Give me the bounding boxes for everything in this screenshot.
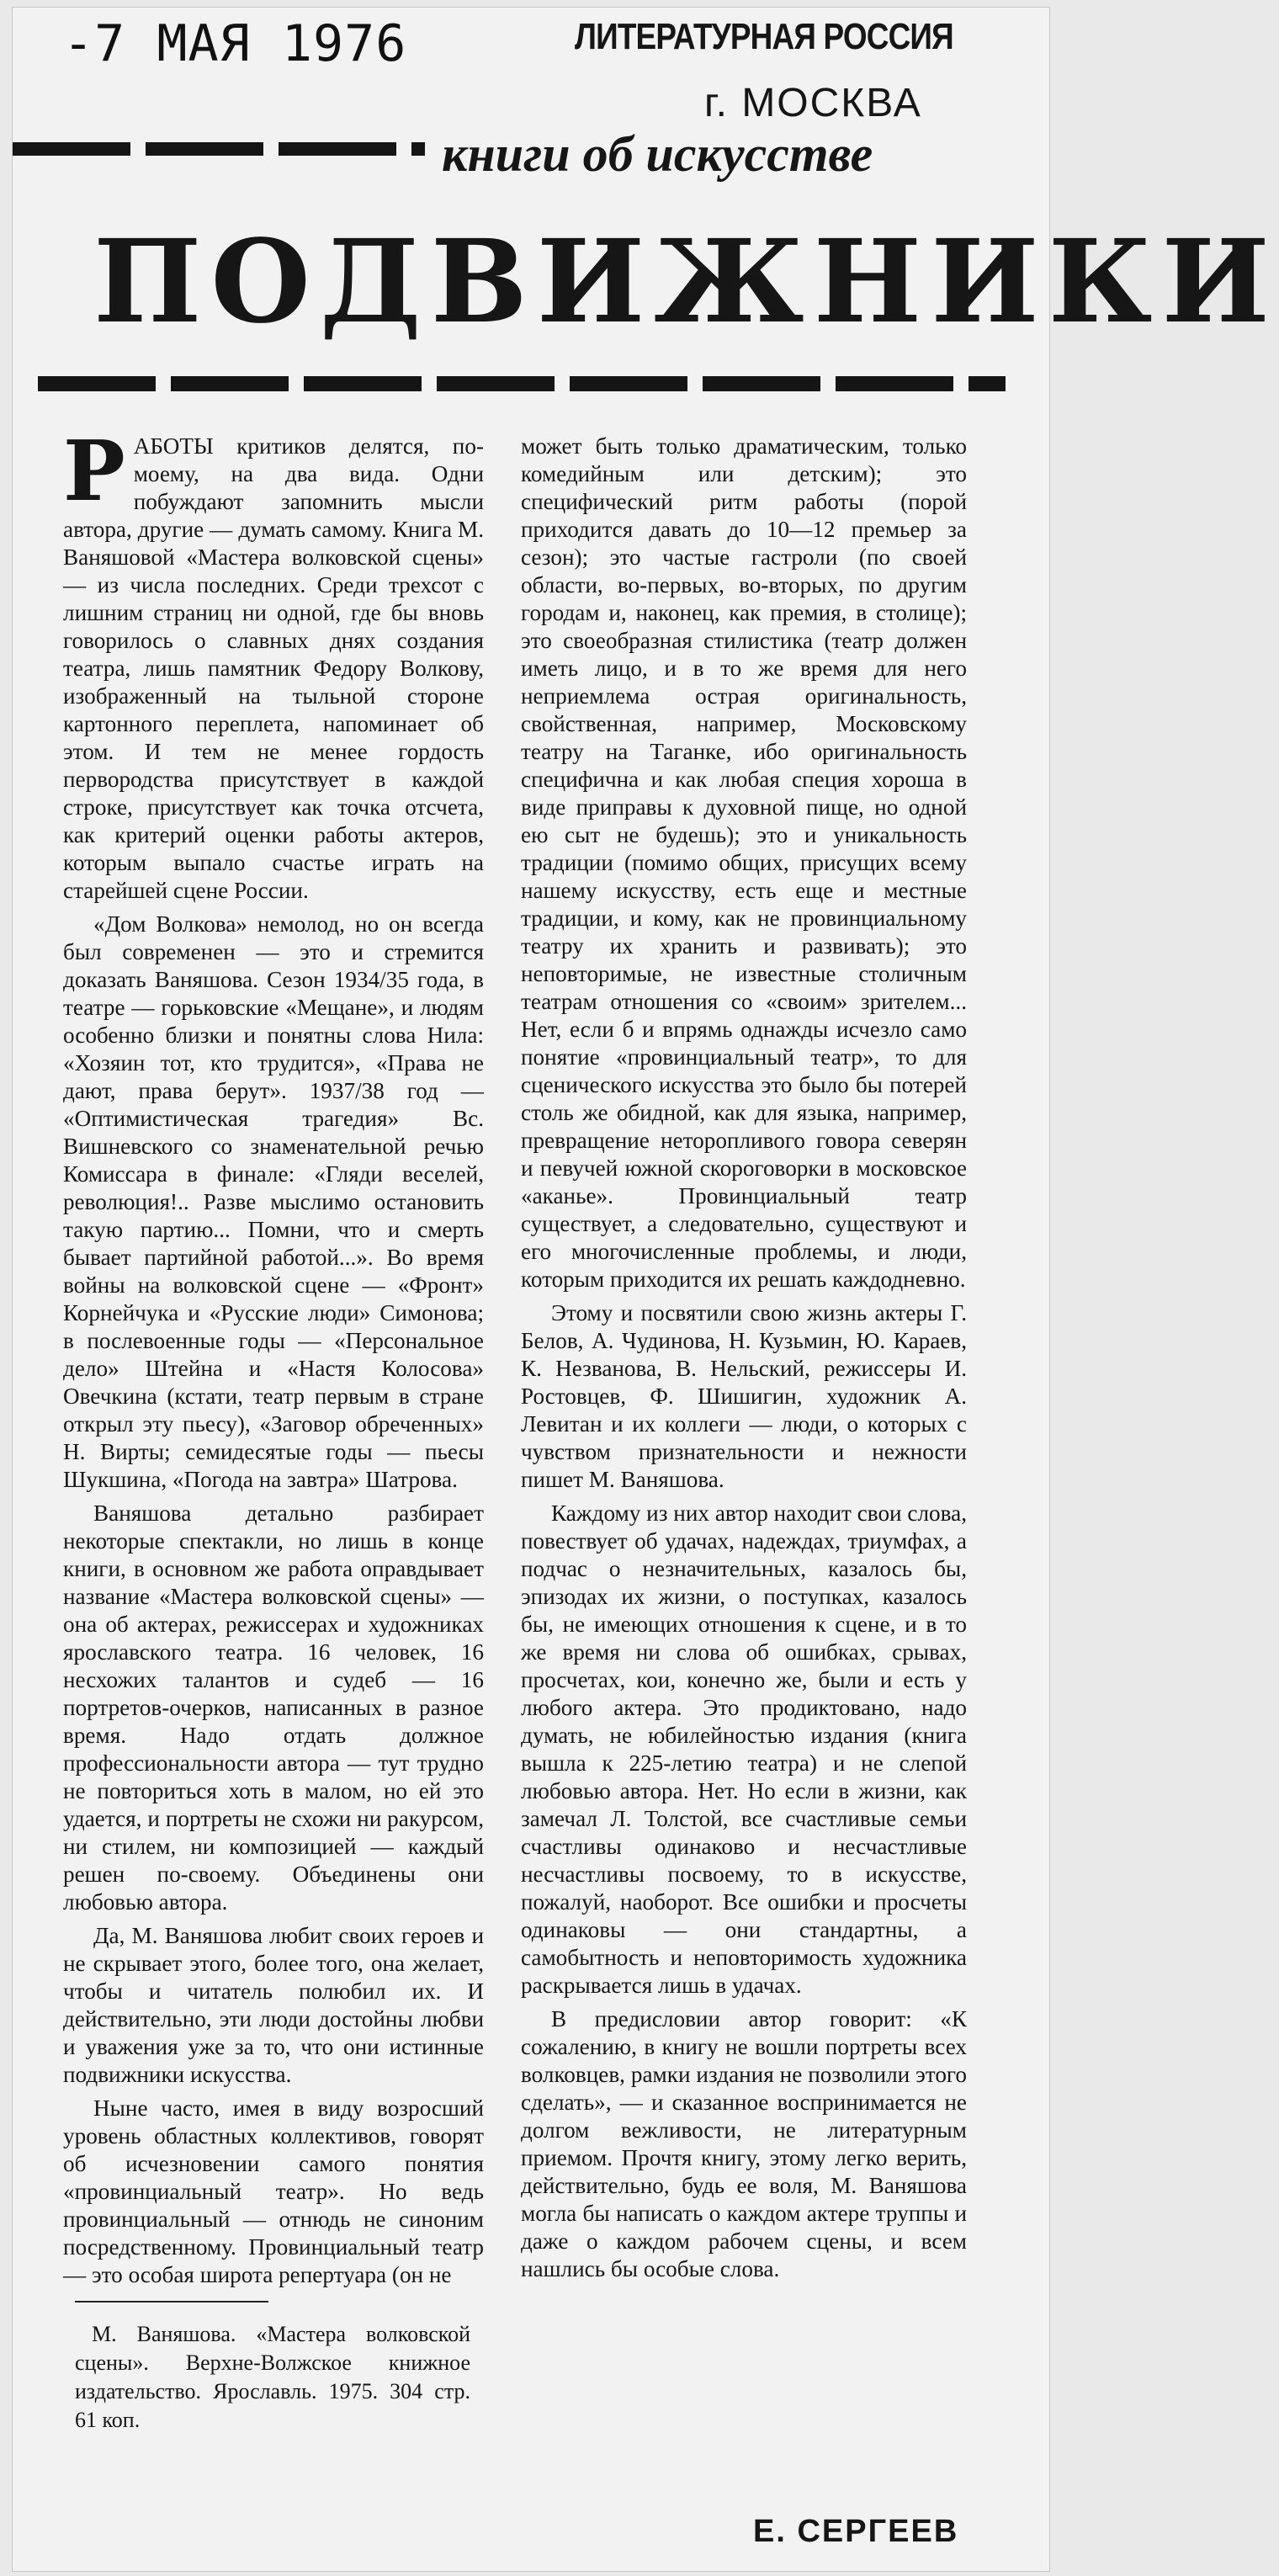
author-signature: Е. СЕРГЕЕВ: [753, 2514, 959, 2549]
article-paragraph: «Дом Волкова» немолод, но он всегда был современен — это и стремится доказать Ваняшова. Сезон 1934/35 года, в театре — горьковские «Мещане», и людям особенно близки и понятны слова Нила: «Хозяин тот, кто трудится», «Права не дают, права берут». 1937/38 год — «Оптимистическая трагедия» Вс. Вишневского со знаменательной речью Комиссара в финале: «Гляди веселей, революция!.. Разве мыслимо остановить такую партию... Помни, что и смерть бывает партийной работой...». Во время войны на волковской сцене — «Фронт» Корнейчука и «Русские люди» Симонова; в послевоенные годы — «Персональное дело» Штейна и «Настя Колосова» Овечкина (кстати, театр первым в стране открыл эту пьесу), «Заговор обреченных» Н. Вирты; семидесятые годы — пьесы Шукшина, «Погода на завтра» Шатрова.: [63, 911, 484, 1492]
article-paragraph: может быть только драматическим, только комедийным или детским); это специфический ритм работы (порой приходится давать до 10—12 премьер за сезон); это частые гастроли (по своей области, во-первых, во-вторых, по другим городам и, наконец, как премия, в столице); это своеобразная стилистика (театр должен иметь лицо, и в то же время для него неприемлема острая оригинальность, свойственная, например, Московскому театру на Таганке, ибо оригинальность специфична и как любая специя хороша в виде приправы к духовной пище, но одной ею сыт не будешь); это и уникальность традиции (помимо общих, присущих всему нашему искусству, есть еще и местные традиции, и кому, как не провинциальному театру их хранить и развивать); это неповторимые, не известные столичным театрам отношения со «своим» зрителем... Нет, если б и впрямь однажды исчезло само понятие «провинциальный театр», то для сценического искусства это было бы потерей столь же обидной, как для языка, например, превращение неторопливого говора северян и певучей южной скороговорки в московское «аканье». Провинциальный театр существует, а следовательно, существуют и его многочисленные проблемы, и люди, которым приходится их решать каждодневно.: [521, 433, 967, 1292]
footnote-rule: [75, 2301, 268, 2302]
headline-rule: [38, 376, 1006, 391]
newspaper-name-stamp: ЛИТЕРАТУРНАЯ РОССИЯ: [575, 16, 953, 57]
rubric-title: книги об искусстве: [442, 126, 873, 182]
article-paragraph: Этому и посвятили свою жизнь актеры Г. Белов, А. Чудинова, Н. Кузьмин, Ю. Караев, К. Незванова, В. Нельский, режиссеры И. Ростовцев, Ф. Шишигин, художник А. Левитан и их коллеги — люди, о которых с чувством признательности и нежности пишет М. Ваняшова.: [521, 1300, 967, 1492]
article-column-1: [63, 423, 484, 2295]
drop-cap: Р: [63, 423, 125, 520]
article-paragraph: Ныне часто, имея в виду возросший уровень областных коллективов, говорят об исчезновении самого понятия «провинциальный театр». Но ведь провинциальный — отнюдь не синоним посредственному. Провинциальный театр — это особая широта репертуара (он не: [63, 2095, 484, 2287]
article-paragraph: Ваняшова детально разбирает некоторые спектакли, но лишь в конце книги, в основном же работа оправдывает название «Мастера волковской сцены» — она об актерах, режиссерах и художниках ярославского театра. 16 человек, 16 несхожих талантов и судеб — 16 портретов-очерков, написанных в разное время. Надо отдать должное профессиональности автора — тут трудно не повториться хоть в малом, но ей это удается, и портреты не схожи ни ракурсом, ни стилем, ни композицией — каждый решен по-своему. Объединены они любовью автора.: [63, 1500, 484, 1915]
book-footnote: М. Ваняшова. «Мастера волковской сцены». Верхне-Волжское книжное издательство. Ярославль. 1975. 304 стр. 61 коп.: [75, 2322, 470, 2432]
article-headline: ПОДВИЖНИКИ: [93, 215, 1279, 349]
city-stamp: г. МОСКВА: [704, 81, 922, 125]
article-paragraph: Каждому из них автор находит свои слова, повествует об удачах, надеждах, триумфах, а подчас о незначительных, казалось бы, эпизодах их жизни, о поступках, казалось бы, не имеющих отношения к сцене, и в то же время ни слова об ошибках, срывах, просчетах, кои, конечно же, были и есть у любого актера. Это продиктовано, надо думать, не юбилейностью издания (книга вышла к 225-летию театра) и не слепой любовью автора. Нет. Но если в жизни, как замечал Л. Толстой, все счастливые семьи счастливы одинаково и несчастливые несчастливы посвоему, то в искусстве, пожалуй, наоборот. Все ошибки и просчеты одинаковы — они стандартны, а самобытность и неповторимость художника раскрывается лишь в удачах.: [521, 1500, 967, 1998]
newspaper-clipping: [12, 7, 1279, 2572]
article-column-2: [521, 433, 967, 2289]
rubric-rule-left: [13, 142, 425, 156]
article-paragraph: В предисловии автор говорит: «К сожалению, в книгу не вошли портреты всех волковцев, рамки издания не позволили этого сделать», — и сказанное воспринимается не долгом вежливости, не литературным приемом. Прочтя книгу, этому легко верить, действительно, будь ее воля, М. Ваняшова могла бы написать о каждом актере труппы и даже о каждом рабочем сцены, и всем нашлись бы особые слова.: [521, 2006, 967, 2281]
article-paragraph: Да, М. Ваняшова любит своих героев и не скрывает этого, более того, она желает, чтобы и читатель полюбил их. И действительно, эти люди достойны любви и уважения уже за то, что они истинные подвижники искусства.: [63, 1923, 484, 2087]
date-stamp: -7 МАЯ 1976: [63, 14, 407, 73]
article-paragraph: РАБОТЫ критиков делятся, по-моему, на два вида. Одни побуждают запомнить мысли автора, другие — думать самому. Книга М. Ваняшовой «Мастера волковской сцены» — из числа последних. Среди трехсот с лишним страниц ни одной, где бы вновь говорилось о славных днях создания театра, лишь памятник Федору Волкову, изображенный на тыльной стороне картонного переплета, напоминает об этом. И тем не менее гордость первородства присутствует в каждой строке, присутствует как точка отсчета, как критерий оценки работы актеров, которым выпало счастье играть на старейшей сцене России.: [63, 423, 484, 903]
